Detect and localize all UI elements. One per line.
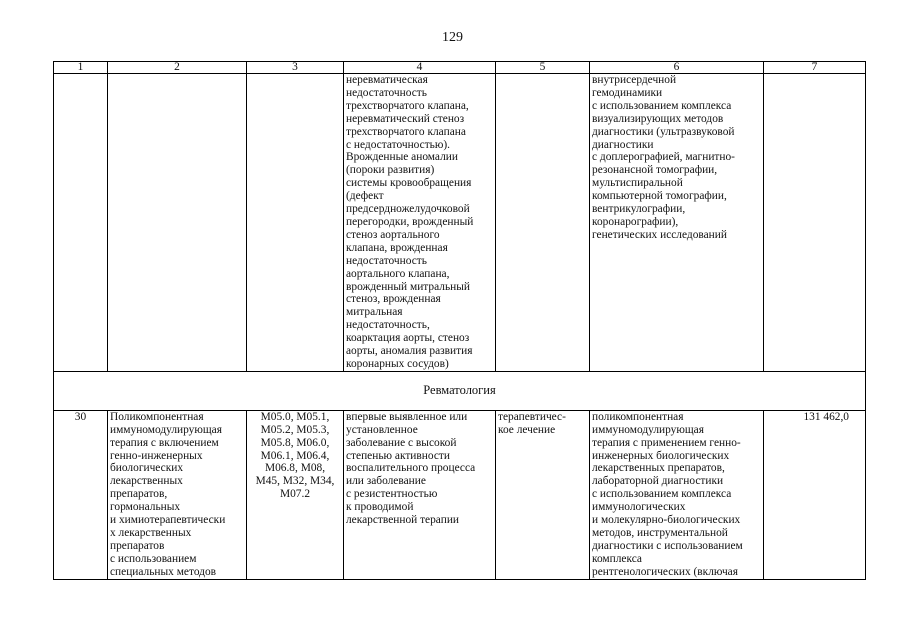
patient-model-cell: впервые выявленное или установленное заболевание с высокой степенью активности воспалительного процесса или заболевание с резистентностью к проводимой лекарственной терапии [344,410,496,579]
continuation-cell-1 [54,74,108,372]
column-header-4: 4 [344,62,496,74]
continuation-row [54,74,866,372]
continuation-cell-7 [764,74,866,372]
row-number-cell: 30 [54,410,108,579]
cost-cell: 131 462,0 [764,410,866,579]
continuation-cell-2 [108,74,247,372]
icd-codes-cell: M05.0, M05.1, M05.2, M05.3, M05.8, M06.0, M06.1, M06.4, M06.8, M08, M45, M32, M34, M07.2 [247,410,344,579]
table-row [54,410,866,579]
continuation-cell-3 [247,74,344,372]
care-type-cell: Поликомпонентная иммуномодулирующая терапия с включением генно-инженерных биологических лекарственных препаратов, гормональных и химиотерапевтически х лекарственных препаратов с использованием специальных методов [108,410,247,579]
medical-care-table [53,61,866,580]
column-header-2: 2 [108,62,247,74]
page-number: 129 [442,30,463,45]
column-header-7: 7 [764,62,866,74]
column-header-row [54,62,866,74]
column-header-3: 3 [247,62,344,74]
column-header-5: 5 [496,62,590,74]
section-title: Ревматология [54,371,866,410]
continuation-diagnosis-cell: неревматическая недостаточность трехстворчатого клапана, неревматический стеноз трехстворчатого клапана с недостаточностью). Врожденные аномалии (пороки развития) системы кровообращения (дефект предсердножелудочковой перегородки, врожденный стеноз аортального клапана, врожденная недостаточность аортального клапана, врожденный митральный стеноз, врожденная митральная недостаточность, коарктация аорты, стеноз аорты, аномалия развития коронарных сосудов) [344,74,496,372]
continuation-cell-5 [496,74,590,372]
treatment-method-cell: поликомпонентная иммуномодулирующая терапия с применением генно- инженерных биологических лекарственных препаратов, лабораторной диагностики с использованием комплекса иммунологических и молекулярно-биологических методов, инструментальной диагностики с использованием комплекса рентгенологических (включая [590,410,764,579]
section-row [54,371,866,410]
treatment-type-cell: терапевтичес- кое лечение [496,410,590,579]
column-header-6: 6 [590,62,764,74]
column-header-1: 1 [54,62,108,74]
continuation-method-cell: внутрисердечной гемодинамики с использованием комплекса визуализирующих методов диагностики (ультразвуковой диагностики с доплерографией, магнитно- резонансной томографии, мультиспиральной компьютерной томографии, вентрикулографии, коронарографии), генетических исследований [590,74,764,372]
